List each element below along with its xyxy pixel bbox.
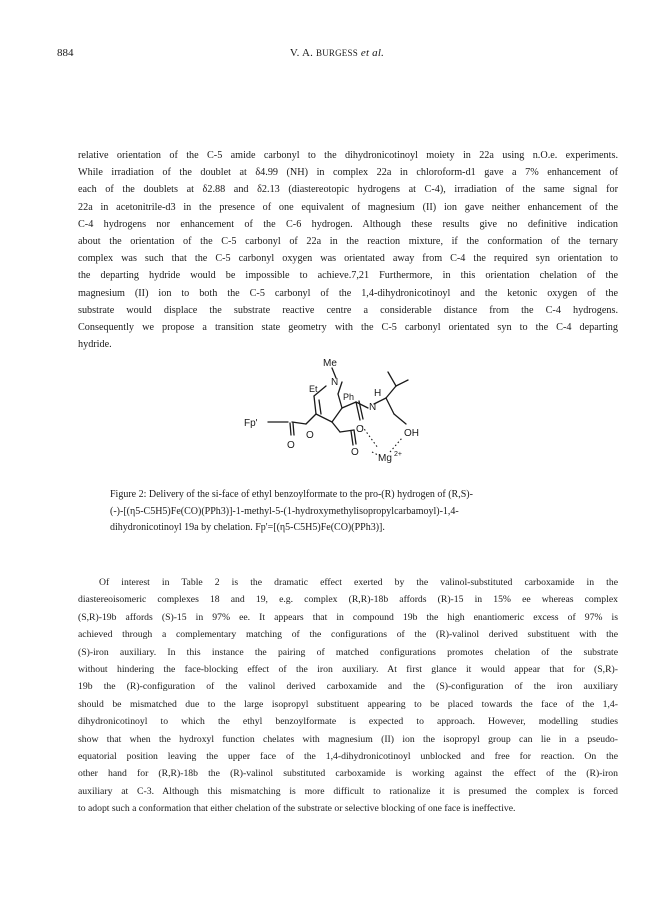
- text-line: relative orientation of the C-5 amide carbonyl to the dihydronicotinoyl moiety in 22a using n.O.e. experiments.: [78, 150, 618, 161]
- text-line: C-4 hydrogens nor enhancement of the C-6 hydrogen. Although these results give no definitive indication: [78, 218, 618, 230]
- text-line: magnesium (II) ion to both the C-5 carbonyl of the 1,4-dihydronicotinoyl and the ketonic oxygen of the: [78, 287, 618, 299]
- caption-line: dihydronicotinoyl 19a by chelation. Fp'=[(η5-C5H5)Fe(CO)(PPh3)].: [110, 522, 385, 533]
- text-line: Consequently we propose a transition state geometry with the C-5 carbonyl orientated syn to the C-4 departing: [78, 322, 618, 334]
- running-header: [57, 47, 617, 63]
- text-line: diastereoisomeric complexes 18 and 19, e.g. complex (R,R)-18b affords (R)-15 in 15% ee whereas complex: [78, 594, 618, 606]
- text-line: to adopt such a conformation that either chelation of the substrate or selective blocking of one face is ineffective.: [78, 803, 516, 815]
- text-line: dihydronicotinoyl to which the ethyl benzoylformate is expected to approach. However, modelling studies: [78, 716, 618, 728]
- author-suffix: et al.: [357, 47, 385, 59]
- caption-line: (-)-[(η5-C5H5)Fe(CO)(PPh3)]-1-methyl-5-(1-hydroxymethylisopropylcarbamoyl)-1,4-: [110, 505, 459, 517]
- author-initials: V. A.: [289, 47, 316, 59]
- text-line: about the orientation of the C-5 carbonyl of 22a in the reaction mixture, if the conformation of the ternary: [78, 236, 618, 248]
- label-bottom-oxygen: O: [287, 440, 295, 451]
- text-line: without hindering the face-blocking effect of the iron auxiliary. At first glance it would appear that for (S,R)-: [78, 664, 618, 676]
- label-hydroxyl: OH: [404, 428, 419, 439]
- text-line: the departing hydride would be impossible to achieve.7,21 Furthermore, in this orientation chelation of the: [78, 270, 618, 282]
- body-paragraph-1: [78, 147, 618, 353]
- chemical-structure-figure: [230, 352, 440, 472]
- text-line: should be mismatched due to the large isopropyl substituent appearing to be placed towards the face of the 1,4-: [78, 698, 618, 710]
- label-amide-oxygen: O: [356, 424, 364, 435]
- label-magnesium: Mg: [378, 453, 392, 464]
- text-line: substrate would displace the substrate reactive centre a considerable distance from the C-4 hydrogens.: [78, 304, 618, 316]
- label-amide-hydrogen: H: [374, 388, 382, 399]
- text-line: equatorial position leaving the upper face of the 1,4-dihydronicotinoyl unblocked and free for reaction. On the: [78, 751, 618, 763]
- text-line: achieved through a complementary matching of the configurations of the (R)-valinol derived substituent with the: [78, 629, 618, 641]
- text-line: auxiliary at C-3. Although this mismatching is more difficult to rationalize it is presumed the complex is forced: [78, 785, 618, 797]
- text-line: other hand for (R,R)-18b the (R)-valinol substituted carboxamide is working against the effect of the (R)-iron: [78, 768, 618, 780]
- label-ester-oxygen: O: [351, 447, 359, 458]
- text-line: 22a in acetonitrile-d3 in the presence of one equivalent of magnesium (II) ion gave neither enhancement of the: [78, 201, 618, 213]
- label-ethyl: Et: [309, 384, 318, 394]
- text-line: While irradiation of the doublet at δ4.99 (NH) in complex 22a in chloroform-d1 gave a 7% enhancement of: [78, 167, 618, 179]
- author-surname: BURGESS: [316, 48, 358, 58]
- label-amide-nitrogen: N: [369, 402, 377, 413]
- text-line: complex was such that the C-5 carbonyl oxygen was orientated away from C-4 the required syn orientation to: [78, 253, 618, 265]
- label-ketone-oxygen: O: [306, 430, 314, 441]
- figure-caption: [110, 487, 580, 537]
- label-methyl: Me: [323, 358, 337, 369]
- text-line: hydride.: [78, 339, 112, 351]
- body-paragraph-2: [78, 574, 618, 818]
- label-magnesium-charge: 2+: [394, 451, 402, 458]
- caption-line: Figure 2: Delivery of the si-face of ethyl benzoylformate to the pro-(R) hydrogen of (R,S)-: [110, 489, 473, 500]
- text-line: Of interest in Table 2 is the dramatic effect exerted by the valinol-substituted carboxamide in the: [99, 577, 618, 588]
- running-head: [57, 47, 617, 59]
- text-line: each of the doublets at δ2.88 and δ2.13 (diastereotopic hydrogens at C-4), irradiation of the same signal for: [78, 184, 618, 196]
- label-phenyl: Ph: [343, 392, 355, 402]
- text-line: (S)-iron auxiliary. In this instance the pairing of matched configurations promotes chelation of the substrate: [78, 646, 618, 658]
- text-line: (S,R)-19b affords (S)-15 in 97% ee. It appears that in compound 19b the high enantiomeric excess of 97% is: [78, 611, 618, 623]
- text-line: show that when the hydroxyl function chelates with magnesium (II) ion the isopropyl group can lie in a pseudo-: [78, 733, 618, 745]
- label-ring-nitrogen: N: [331, 377, 339, 388]
- label-fp: Fp': [244, 418, 258, 429]
- page-number: 884: [57, 47, 74, 59]
- text-line: 19b the (R)-configuration of the valinol derived carboxamide and the (S)-configuration of the iron auxiliary: [78, 681, 618, 693]
